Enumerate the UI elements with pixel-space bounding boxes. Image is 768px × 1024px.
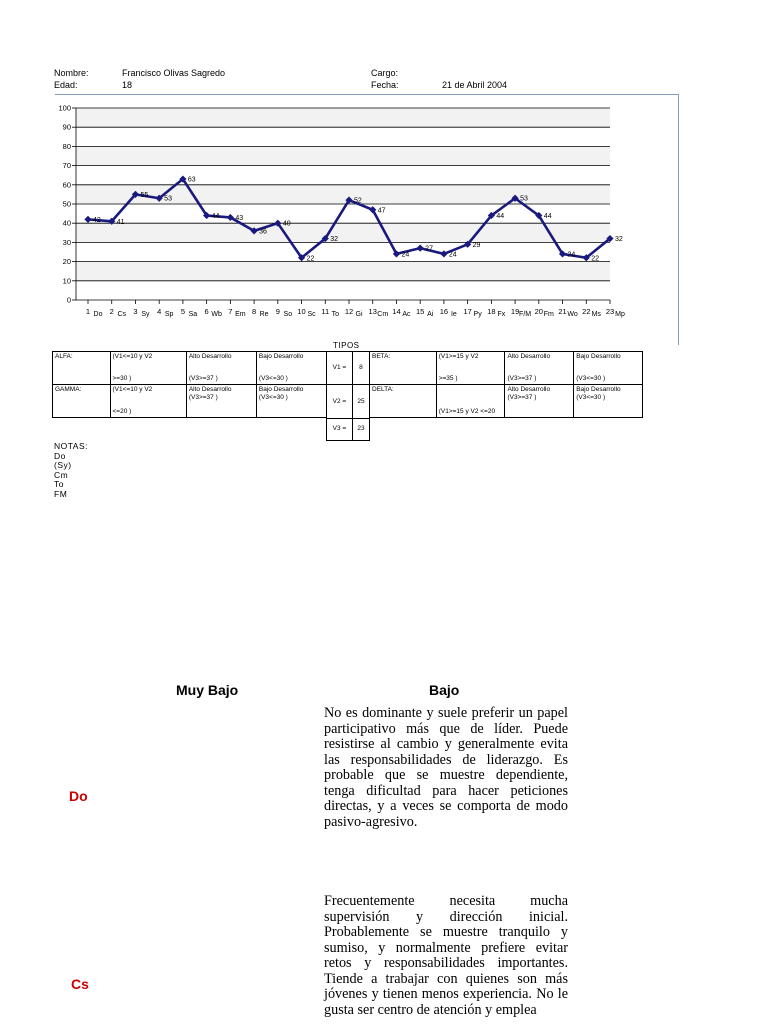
nombre-label: Nombre: [54,68,89,78]
row-label-cs: Cs [71,976,89,992]
beta-bajo: Bajo Desarrollo (V3<=30 ) [574,352,643,385]
delta-alto: Alto Desarrollo (V3>=37 ) [505,385,574,418]
data-label: 47 [377,207,386,215]
beta-name: BETA: [370,352,437,385]
data-label: 24 [567,251,576,259]
notas-item: Cm [54,469,69,480]
x-tick-label: Re [259,311,269,318]
plot-band [76,108,610,127]
x-tick-number: 22 [582,307,591,316]
data-label: 24 [448,251,457,259]
x-tick-number: 17 [463,307,472,316]
v1-value: 8 [352,352,369,385]
data-label: 43 [235,214,244,222]
alfa-name: ALFA: [53,352,111,385]
data-label: 22 [306,255,315,263]
row-label-do: Do [69,788,88,804]
x-tick-number: 21 [558,307,567,316]
x-tick-label: Em [235,311,246,318]
plot-band [76,166,610,185]
x-tick-number: 10 [297,307,306,316]
plot-band [76,204,610,223]
x-tick-label: Sa [188,311,198,318]
data-label: 32 [330,236,339,244]
notas-item: FM [54,488,68,499]
x-tick-label: So [283,311,293,318]
fecha-value: 21 de Abril 2004 [442,80,508,90]
x-tick-number: 4 [157,307,162,316]
x-tick-label: Cm [377,311,389,318]
col-head-bajo: Bajo [429,682,460,698]
y-tick-label: 80 [62,141,71,151]
y-tick-label: 60 [62,180,71,190]
notas-title: NOTAS: [54,441,89,451]
profile-line-chart [0,0,768,340]
x-tick-number: 3 [133,307,138,316]
tipos-left-table [52,351,327,418]
x-tick-label: Wo [567,311,578,318]
x-tick-label: Py [473,311,482,318]
data-label: 52 [354,197,362,205]
data-label: 40 [282,220,291,228]
plot-band [76,262,610,281]
gamma-rule: (V1<=10 y V2 <=20 ) [110,385,186,418]
v3-label: V3 = [327,418,353,440]
beta-rule: (V1>=15 y V2 >=35 ) [436,352,505,385]
plot-band [76,242,610,261]
alfa-bajo: Bajo Desarrollo (V3<=30 ) [256,352,326,385]
v2-value: 25 [352,385,369,418]
x-tick-number: 11 [321,307,330,316]
y-tick-label: 10 [62,276,71,286]
data-label: 53 [520,195,528,203]
x-tick-label: Fx [497,311,506,318]
y-tick-label: 100 [58,103,71,113]
x-tick-number: 15 [416,307,425,316]
data-label: 32 [615,236,623,244]
x-tick-number: 8 [252,307,257,316]
alfa-rule: (V1<=10 y V2 >=30 ) [110,352,186,385]
plot-band [76,281,610,300]
row-text-cs: Frecuentemente necesita mucha supervisión y dirección inicial. Probablemente se muestre tranquilo y sumiso, y normalmente prefiere evitar retos y responsabilidades importantes. Tiende a trabajar con quienes son más jóvenes y tienen menos experiencia. No le gusta ser centro de atención y emplea [324,893,568,1018]
notas-item: (Sy) [54,460,72,470]
x-tick-label: Sy [141,311,150,318]
notas-item: Do [54,450,66,461]
y-tick-label: 90 [62,122,71,132]
delta-rule: (V1>=15 y V2 <=20 [436,385,505,418]
x-tick-number: 12 [344,307,354,316]
y-tick-label: 40 [62,218,71,228]
x-tick-label: Do [93,311,103,318]
col-head-muy-bajo: Muy Bajo [176,682,239,698]
plot-band [76,146,610,165]
notas-block [54,442,88,499]
x-tick-number: 23 [605,307,615,316]
tipos-values-table [326,351,370,441]
gamma-bajo: Bajo Desarrollo (V3<=30 ) [256,385,326,418]
x-tick-label: F/M [519,311,532,318]
x-tick-label: Cs [117,311,127,318]
data-label: 36 [259,228,267,236]
y-tick-label: 70 [62,161,71,171]
x-tick-label: Ai [427,311,434,318]
row-text-do: No es dominante y suele preferir un papel participativo más que de líder. Puede resistirse al cambio y generalmente evita las responsabilidades de liderazgo. Es probable que se muestre dependiente, tenga dificultad para hacer peticiones directas, y a veces se comporta de modo pasivo-agresivo. [324,705,568,830]
gamma-name: GAMMA: [53,385,111,418]
beta-alto: Alto Desarrollo (V3>=37 ) [505,352,574,385]
data-label: 27 [425,245,433,253]
y-tick-label: 50 [62,199,71,209]
x-tick-number: 14 [392,307,401,316]
x-tick-label: Mp [615,311,625,318]
tipos-title: TIPOS [333,341,360,350]
edad-value: 18 [122,80,133,90]
x-tick-number: 16 [439,307,449,316]
x-tick-label: Fm [543,311,554,318]
x-tick-number: 13 [368,307,377,316]
y-tick-label: 30 [62,237,71,247]
x-tick-label: Gi [355,311,363,318]
x-tick-number: 18 [487,307,496,316]
plot-band [76,127,610,146]
x-tick-number: 2 [109,307,114,316]
nombre-value: Francisco Olivas Sagredo [122,68,226,78]
v1-label: V1 = [327,352,353,385]
x-tick-number: 6 [204,307,209,316]
x-tick-label: To [331,311,339,318]
x-tick-number: 7 [228,307,233,316]
data-label: 44 [543,213,552,221]
data-label: 41 [116,218,125,226]
y-tick-label: 0 [66,295,71,305]
data-label: 29 [472,241,481,249]
edad-label: Edad: [54,80,78,90]
data-label: 63 [187,176,196,184]
tipos-right-table [369,351,643,418]
gamma-alto: Alto Desarrollo (V3>=37 ) [186,385,256,418]
x-tick-number: 9 [275,307,280,316]
x-tick-label: Ie [450,311,457,318]
x-tick-number: 5 [180,307,185,316]
alfa-alto: Alto Desarrollo (V3>=37 ) [186,352,256,385]
x-tick-number: 20 [534,307,543,316]
v3-value: 23 [352,418,369,440]
x-tick-label: Ms [591,311,601,318]
x-tick-label: Sc [307,311,316,318]
plot-band [76,185,610,204]
data-label: 44 [496,213,505,221]
x-tick-label: Wb [211,311,222,318]
notas-item: To [54,479,64,489]
data-label: 44 [211,213,220,221]
data-label: 53 [164,195,172,203]
x-tick-label: Sp [164,311,174,318]
x-tick-number: 1 [85,307,91,316]
delta-name: DELTA: [370,385,437,418]
delta-bajo: Bajo Desarrollo (V3<=30 ) [574,385,643,418]
x-tick-label: Ac [402,311,411,318]
cargo-label: Cargo: [371,68,399,78]
x-tick-number: 19 [510,307,520,316]
data-label: 55 [140,191,149,199]
fecha-label: Fecha: [371,80,399,90]
v2-label: V2 = [327,385,353,418]
data-label: 42 [93,216,101,224]
data-label: 22 [591,255,600,263]
y-tick-label: 20 [62,257,71,267]
data-label: 24 [401,251,410,259]
